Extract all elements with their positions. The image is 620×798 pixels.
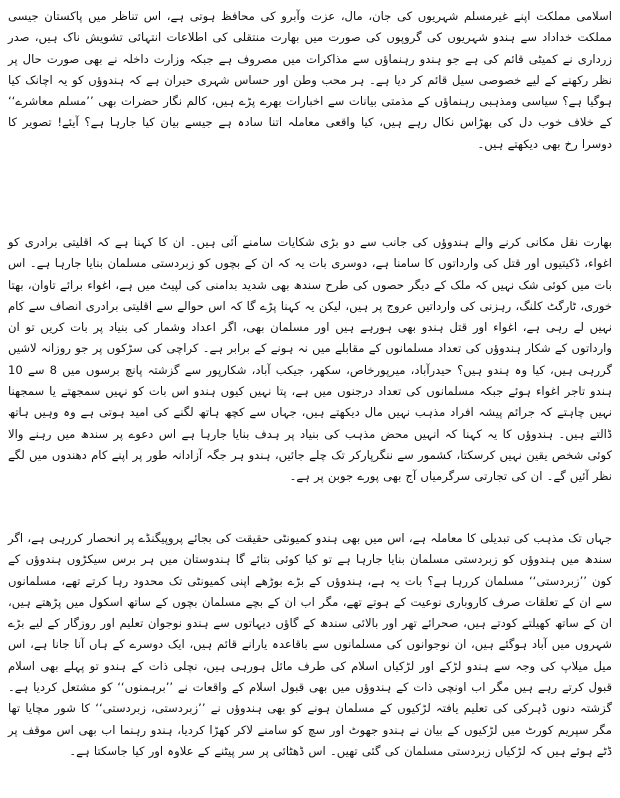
- article-paragraph-3: جہاں تک مذہب کی تبدیلی کا معاملہ ہے، اس میں بھی ہندو کمیونٹی حقیقت کی بجائے پروپیگنڈے پر انحصار کررہی ہے، اگر سندھ میں ہندوؤں کو زبردستی مسلمان بنایا جارہا ہے تو کیا کوئی بتائے گا ہندوستان میں ہر برس سیکڑوں ہندوؤں کے کون ’’زبردستی‘‘ مسلمان کررہا ہے؟ بات یہ ہے، ہندوؤں کے بڑے بوڑھے اپنی کمیونٹی تک محدود رہا کرتے تھے، مسلمانوں سے ان کے تعلقات صرف کاروباری نوعیت کے ہوتے تھے، مگر اب ان کے بچے مسلمان بچوں کے ساتھ اسکول میں پڑھتے ہیں، ان کے ساتھ کھیلتے کودتے ہیں، صحرائے تھر اور بالائی سندھ کے گاؤں دیہاتوں سے ہندو نوجوان تعلیم اور روزگار کے لیے بڑے شہروں میں آباد ہوگئے ہیں، ان نوجوانوں کی مسلمانوں سے باقاعدہ یارانے قائم ہیں، ایک دوسرے کے ہاں آنا جانا ہے، اس میل میلاپ کی وجہ سے ہندو لڑکے اور لڑکیاں اسلام کی طرف مائل ہورہی ہیں، نچلی ذات کے ہندو تو پہلے بھی اسلام قبول کرتے رہے ہیں مگر اب اونچی ذات کے ہندوؤں میں بھی قبول اسلام کے واقعات نے ’’برہمنوں‘‘ کو مشتعل کردیا ہے۔ گزشتہ دنوں ڈہرکی کی تعلیم یافتہ لڑکیوں کے مسلمان ہونے کو بھی ہندوؤں نے ’’زبردستی، زبردستی‘‘ کا شور مچایا تھا مگر سپریم کورٹ میں لڑکیوں کے بیان نے ہندو جھوٹ اور سچ کو سامنے لاکر کھڑا کردیا، ہندو رہنما اب بھی اس موقف پر ڈٹے ہوئے ہیں کہ لڑکیاں زبردستی مسلمان کی گئی تھیں۔ اس ڈھٹائی پر سر پیٹنے کے علاوہ اور کیا جاسکتا ہے۔: [8, 531, 612, 758]
- article-paragraph-2: بھارت نقل مکانی کرنے والے ہندوؤں کی جانب سے دو بڑی شکایات سامنے آئی ہیں۔ ان کا کہنا ہے کہ اقلیتی برادری کو اغواء، ڈکیتیوں اور قتل کی وارداتوں کا سامنا ہے، دوسری بات یہ کہ ان کے بچوں کو زبردستی مسلمان بنایا جارہا ہے۔ اس بات میں کوئی شک نہیں کہ ملک کے دیگر حصوں کی طرح سندھ بھی شدید بدامنی کی لپیٹ میں ہے، اغواء برائے تاوان، بھتا خوری، ٹارگٹ کلنگ، رہزنی کی وارداتیں عروج پر ہیں، لیکن یہ کہنا پڑے گا کہ اس حوالے سے اقلیتی برادری انصاف سے کام نہیں لے رہی ہے، اغواء اور قتل ہندو بھی ہورہے ہیں اور مسلمان بھی، اگر اعداد وشمار کی بنیاد پر بات کریں تو ان وارداتوں کے شکار ہندوؤں کی تعداد مسلمانوں کے مقابلے میں نہ ہونے کے برابر ہے۔ کراچی کی سڑکوں پر جو روزانہ لاشیں گررہی ہیں، کیا وہ ہندو ہیں؟ حیدرآباد، میرپورخاص، سکھر، جیکب آباد، شکارپور سے گزشتہ پانچ برسوں میں 8 سے 10 ہندو تاجر اغواء ہوئے جبکہ مسلمانوں کی تعداد درجنوں میں ہے، پتا نہیں کیوں ہندو اس بات کو نہیں سمجھتے یا سمجھنا نہیں چاہتے کہ جرائم پیشہ افراد مذہب نہیں مال دیکھتے ہیں، جہاں سے کچھ ہاتھ لگنے کی امید ہوتی ہے وہ وہیں ہاتھ ڈالتے ہیں۔ ہندوؤں کا یہ کہنا کہ انہیں محض مذہب کی بنیاد پر ہدف بنایا جارہا ہے اس دعوے پر سندھ میں رہنے والا کوئی شخص یقین نہیں کرسکتا، کشمور سے ننگرپارکر تک چلے جائیں، ہندو ہر جگہ آزادانہ طور پر اپنے کام دھندوں میں لگے نظر آئیں گے۔ ان کی تجارتی سرگرمیاں آج بھی پورے جوبن پر ہے۔: [8, 235, 612, 484]
- article-paragraph-1: اسلامی مملکت اپنے غیرمسلم شہریوں کی جان، مال، عزت وآبرو کی محافظ ہوتی ہے، اس تناظر میں پاکستان جیسی مملکت خداداد سے ہندو شہریوں کی گروپوں کی صورت میں بھارت منتقلی کی اطلاعات انتہائی تشویش ناک ہیں، صدر زرداری نے کمیٹی قائم کی ہے جو ہندو رہنماؤں سے مذاکرات میں مصروف ہے جبکہ وزارت داخلہ نے بھی صورت حال پر نظر رکھنے کے لیے خصوصی سیل قائم کر دیا ہے۔ ہر محب وطن اور حساس شہری حیران ہے کہ ہندوؤں کو یہ اچانک کیا ہوگیا ہے؟ سیاسی ومذہبی رہنماؤں کے مذمتی بیانات سے اخبارات بھرے پڑے ہیں، کالم نگار حضرات بھی ’’مسلم معاشرے‘‘ کے خلاف خوب دل کی بھڑاس نکال رہے ہیں، کیا واقعی معاملہ اتنا سادہ ہے جیسے بیان کیا جارہا ہے؟ آیئے! تصویر کا دوسرا رخ بھی دیکھتے ہیں۔: [8, 9, 612, 151]
- article-page: [8, 6, 612, 794]
